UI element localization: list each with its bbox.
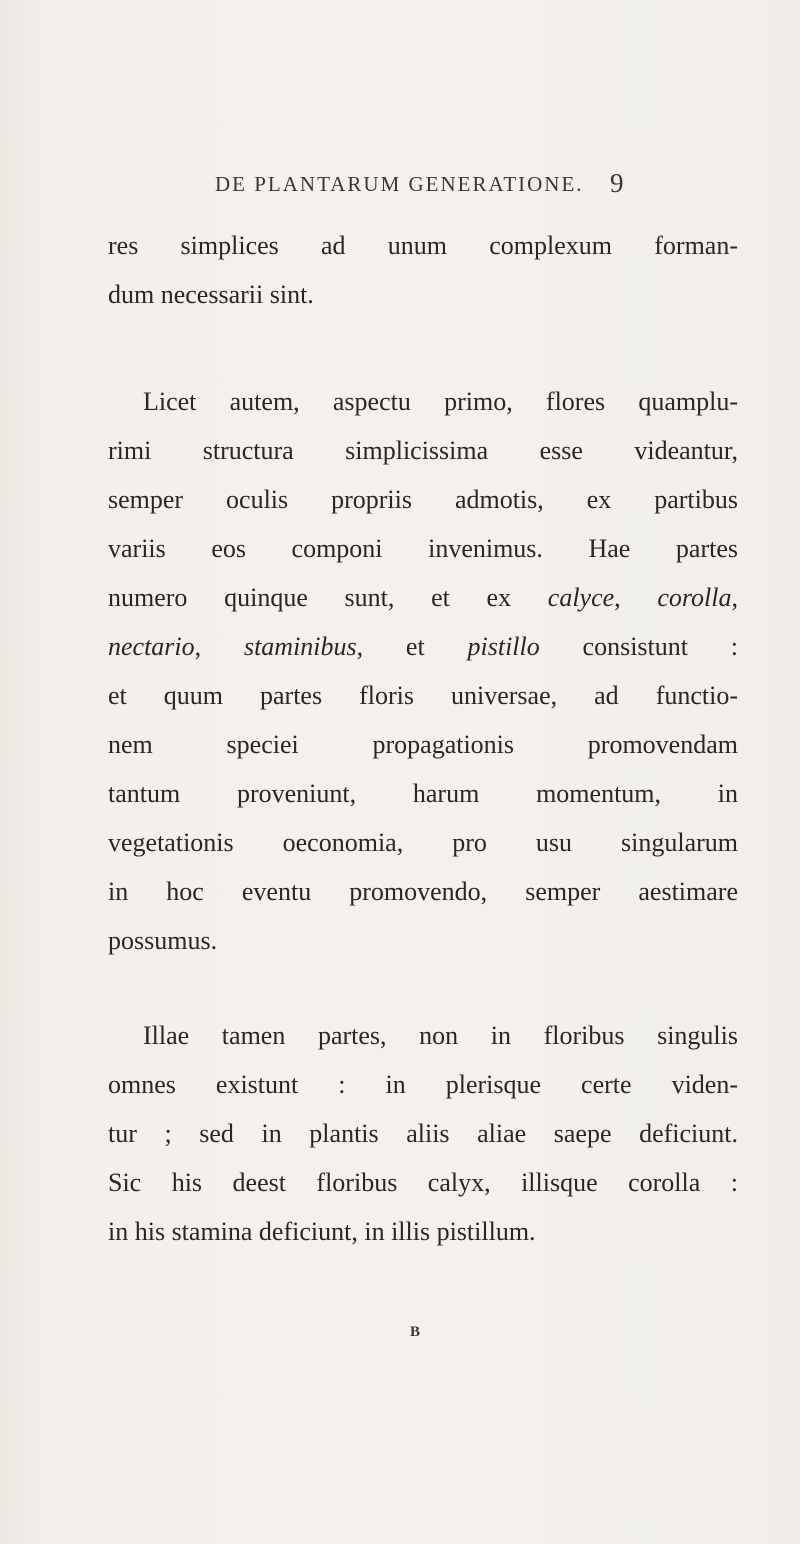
text-segment-italic: calyce — [547, 583, 615, 612]
text-line: tantum proveniunt, harum momentum, in — [108, 779, 738, 808]
text-line: in hoc eventu promovendo, semper aestimare — [108, 877, 738, 906]
text-line: in his stamina deficiunt, in illis pistillum. — [108, 1217, 536, 1246]
text-line: semper oculis propriis admotis, ex partibus — [108, 485, 738, 514]
text-line: variis eos componi invenimus. Hae partes — [108, 534, 738, 563]
text-line: nem speciei propagationis promovendam — [108, 730, 738, 759]
text-line-mixed — [108, 573, 738, 622]
page-number: 9 — [610, 168, 624, 198]
text-line: Sic his deest floribus calyx, illisque corolla : — [108, 1168, 738, 1197]
text-segment-italic: staminibus — [243, 632, 357, 661]
text-segment-italic: nectario — [108, 632, 195, 661]
text-segment: , — [731, 583, 738, 612]
text-line: rimi structura simplicissima esse videantur, — [108, 436, 738, 465]
text-line-mixed — [108, 622, 738, 671]
text-line: tur ; sed in plantis aliis aliae saepe deficiunt. — [108, 1119, 738, 1148]
text-segment: , — [614, 583, 658, 612]
signature-mark: B — [410, 1324, 421, 1340]
text-segment: numero quinque sunt, et ex — [108, 583, 548, 612]
text-segment-italic: pistillo — [467, 632, 540, 661]
text-line: res simplices ad unum complexum forman- — [108, 231, 738, 260]
text-line: vegetationis oeconomia, pro usu singularum — [108, 828, 738, 857]
paragraph-licet-autem — [108, 377, 738, 965]
text-line: Licet autem, aspectu primo, flores quamplu- — [143, 387, 738, 416]
paragraph-continuation — [108, 221, 738, 319]
running-title: DE PLANTARUM GENERATIONE. — [215, 172, 584, 196]
paragraph-illae-tamen — [108, 1011, 738, 1256]
text-line: omnes existunt : in plerisque certe viden- — [108, 1070, 738, 1099]
text-segment: , et — [356, 632, 468, 661]
text-line: et quum partes floris universae, ad functio- — [108, 681, 738, 710]
text-line: possumus. — [108, 926, 218, 955]
text-segment: consistunt : — [539, 632, 739, 661]
text-line: dum necessarii sint. — [108, 280, 314, 309]
text-line: Illae tamen partes, non in floribus singulis — [143, 1021, 738, 1050]
running-head — [0, 168, 800, 208]
text-segment: , — [194, 632, 244, 661]
text-segment-italic: corolla — [657, 583, 732, 612]
